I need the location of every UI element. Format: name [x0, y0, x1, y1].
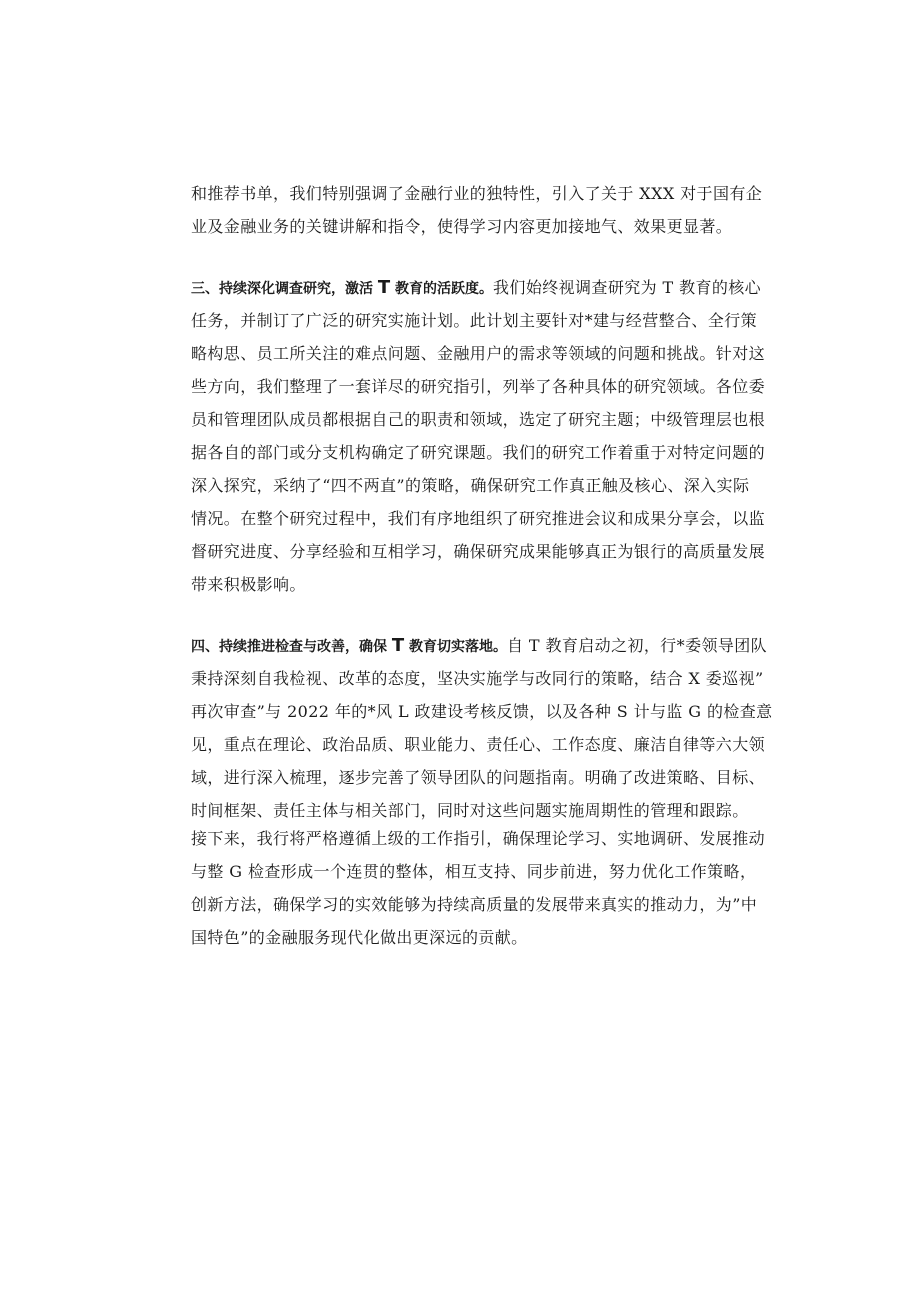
text-line: 略构思、员工所关注的难点问题、金融用户的需求等领域的问题和挑战。针对这: [191, 344, 766, 363]
section-heading-three: [191, 277, 494, 298]
heading-text: 教育的活跃度。: [390, 281, 494, 297]
section-heading-line: [191, 271, 762, 304]
paragraph-research-section: [191, 271, 766, 601]
text-line: 与整 G 检查形成一个连贯的整体，相互支持、同步前进，努力优化工作策略，: [191, 862, 757, 881]
text-line: 些方向，我们整理了一套详尽的研究指引，列举了各种具体的研究领域。各位委: [191, 377, 766, 396]
text-line: 和推荐书单，我们特别强调了金融行业的独特性，引入了关于 XXX 对于国有企: [191, 184, 763, 203]
heading-line-rest: 我们始终视调查研究为 T 教育的核心: [493, 278, 762, 297]
text-line: 再次审查”与 2022 年的*风 L 政建设考核反馈，以及各种 S 计与监 G 的检查意: [191, 702, 773, 721]
text-line: 国特色”的金融服务现代化做出更深远的贡献。: [191, 928, 528, 947]
text-line: 见，重点在理论、政治品质、职业能力、责任心、工作态度、廉洁自律等六大领: [191, 735, 766, 754]
text-line: 创新方法，确保学习的实效能够为持续高质量的发展带来真实的推动力，为”中: [191, 895, 758, 914]
heading-line-rest: 自 T 教育启动之初，行*委领导团队: [507, 636, 768, 655]
heading-text: 教育切实落地。: [404, 639, 508, 655]
text-line: 情况。在整个研究过程中，我们有序地组织了研究推进会议和成果分享会，以监: [191, 509, 766, 528]
paragraph-reading-list: [191, 177, 763, 243]
heading-letter: T: [391, 635, 405, 656]
text-line: 业及金融业务的关键讲解和指令，使得学习内容更加接地气、效果更显著。: [191, 217, 733, 236]
text-line: 域，进行深入梳理，逐步完善了领导团队的问题指南。明确了改进策略、目标、: [191, 768, 766, 787]
paragraph-conclusion: [191, 822, 766, 954]
paragraph-inspection-section: [191, 629, 773, 827]
heading-text: 四、持续推进检查与改善，确保: [191, 639, 392, 655]
text-line: 据各自的部门或分支机构确定了研究课题。我们的研究工作着重于对特定问题的: [191, 443, 766, 462]
text-line: 接下来，我行将严格遵循上级的工作指引，确保理论学习、实地调研、发展推动: [191, 829, 766, 848]
text-line: 员和管理团队成员都根据自己的职责和领域，选定了研究主题；中级管理层也根: [191, 410, 766, 429]
text-line: 督研究进度、分享经验和互相学习，确保研究成果能够真正为银行的高质量发展: [191, 542, 766, 561]
text-line: 时间框架、责任主体与相关部门，同时对这些问题实施周期性的管理和跟踪。: [191, 801, 749, 820]
section-heading-line: [191, 629, 768, 662]
text-line: 秉持深刻自我检视、改革的态度，坚决实施学与改同行的策略，结合 X 委巡视”: [191, 669, 764, 688]
text-line: 带来积极影响。: [191, 575, 306, 594]
section-heading-four: [191, 635, 508, 656]
text-line: 任务，并制订了广泛的研究实施计划。此计划主要针对*建与经营整合、全行策: [191, 311, 758, 330]
heading-letter: T: [377, 277, 391, 298]
heading-text: 三、持续深化调查研究，激活: [191, 281, 378, 297]
text-line: 深入探究，采纳了“四不两直”的策略，确保研究工作真正触及核心、深入实际: [191, 476, 750, 495]
